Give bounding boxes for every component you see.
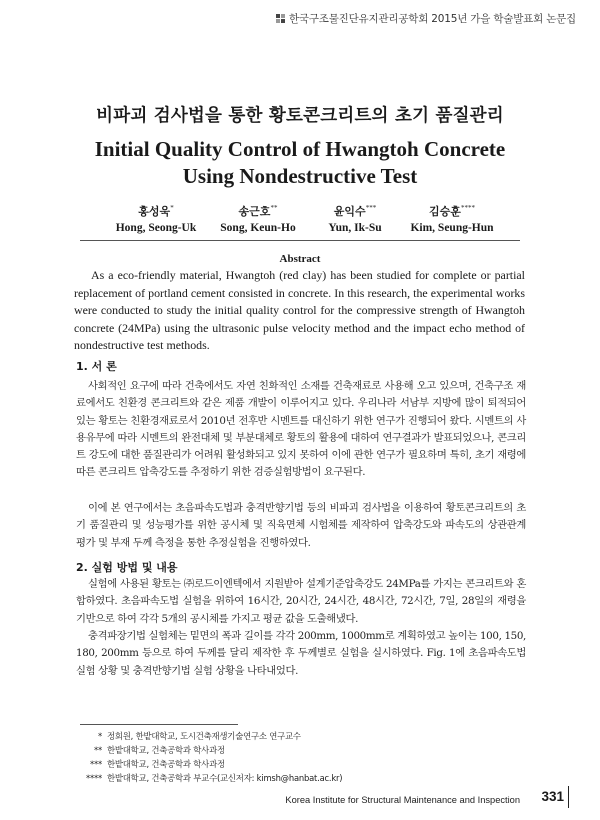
footnote-mark: ** [94, 745, 102, 755]
page-number-bar [568, 786, 569, 808]
abstract-divider [80, 240, 520, 241]
abstract-heading: Abstract [279, 253, 321, 265]
title-english [0, 136, 600, 190]
author-name-english: Kim, Seung-Hun [410, 221, 494, 234]
title-english-line-2: Using Nondestructive Test [182, 164, 418, 188]
footnote-text: 정회원, 한밭대학교, 도시건축재생기술연구소 연구교수 [107, 731, 301, 741]
journal-name: 한국구조물진단유지관리공학회 2015년 가을 학술발표회 논문집 [288, 13, 576, 25]
author-name-korean: 김승훈 [429, 204, 461, 218]
footnote-text: 한밭대학교, 건축공학과 부교수(교신저자: kimsh@hanbat.ac.kr) [107, 773, 343, 783]
title-korean: 비파괴 검사법을 통한 황토콘크리트의 초기 품질관리 [96, 106, 504, 126]
author-mark: **** [460, 204, 475, 212]
author [101, 200, 211, 236]
section-heading-introduction: 1. 서 론 [76, 360, 117, 373]
abstract-text: As a eco-friendly material, Hwangtoh (red clay) has been studied for complete or partial replacement of portland cement consisted in concrete. In this research, the experimental works were conducted to study the initial quality control for the compressive strength of Hwangtoh concrete (24MPa) using the ultrasonic pulse velocity method and the impact echo method of nondestructive test methods. [74, 268, 525, 353]
methods-paragraph-1: 실험에 사용된 황토는 ㈜로드이엔텍에서 지원받아 설계기준압축강도 24MPa를 가지는 콘크리트와 혼합하였다. 초음파속도법 실험을 위하여 16시간, 20시간, 24시간, 48시간, 72시간, 7일, 28일의 재령을 기반으로 하여 각각 5개의 공시체를 가지고 평균 값을 도출해냈다. [76, 578, 526, 625]
footnote-text: 한밭대학교, 건축공학과 학사과정 [107, 745, 225, 755]
methods-paragraph-2: 충격파장기법 실험체는 밑면의 폭과 길이를 각각 200mm, 1000mm로 계획하였고 높이는 100, 150, 180, 200mm 등으로 하여 두께를 달리 제작한 후 두께별로 실험을 실시하였다. Fig. 1에 초음파속도법 실험 상황 및 충격반향기법 실험 상황을 나타내었다. [76, 630, 526, 677]
footnote-mark: **** [86, 773, 102, 783]
footer-organization: Korea Institute for Structural Maintenance and Inspection [285, 795, 520, 805]
title-english-line-1: Initial Quality Control of Hwangtoh Concrete [94, 137, 506, 161]
author-name-english: Yun, Ik-Su [328, 221, 382, 234]
footnote [80, 758, 225, 770]
author-name-english: Hong, Seong-Uk [115, 221, 197, 234]
footnote-divider [80, 724, 238, 725]
footnote [80, 744, 225, 756]
author-name-english: Song, Keun-Ho [220, 221, 296, 234]
author-name-korean: 송근호 [238, 204, 271, 218]
author-list [0, 200, 600, 234]
journal-logo-icon [276, 14, 285, 23]
footnote [80, 772, 342, 784]
author [300, 200, 410, 236]
author [203, 200, 313, 236]
footnote-text: 한밭대학교, 건축공학과 학사과정 [107, 759, 225, 769]
footnote-mark: *** [90, 759, 102, 769]
author-name-korean: 홍성욱 [138, 204, 171, 218]
footnote [80, 730, 301, 742]
page-number: 331 [541, 789, 564, 804]
section-heading-methods: 2. 실험 방법 및 내용 [76, 561, 178, 574]
author-mark: *** [365, 204, 377, 212]
footnote-mark: * [98, 731, 102, 741]
running-header [276, 11, 576, 26]
author-mark: * [170, 204, 174, 212]
introduction-paragraph-2: 이에 본 연구에서는 초음파속도법과 충격반향기법 등의 비파괴 검사법을 이용하여 황토콘크리트의 초기 품질관리 및 성능평가를 위한 공시체 및 직육면체 시험체를 제작하여 압축강도와 파속도의 상관관계 평가 및 부재 두께 측정을 통한 추정실험을 진행하였다. [76, 502, 526, 549]
author-name-korean: 윤익수 [333, 204, 366, 218]
author [397, 200, 507, 236]
introduction-paragraph-1: 사회적인 요구에 따라 건축에서도 자연 친화적인 소재를 건축재료로 사용해 오고 있으며, 건축구조 재료에서도 친환경 콘크리트와 같은 제품 개발이 이루어지고 있다. 우리나라 서남부 지방에 많이 퇴적되어 있는 황토는 친환경재료로서 2010년 전후반 시멘트를 대신하기 위한 연구가 진행되어 왔다. 시멘트의 사용유무에 따라 시멘트의 완전대체 및 부분대체로 황토의 활용에 대하여 연구결과가 발표되었으나, 콘크리트 강도에 대한 품질관리가 어려워 활성화되고 있지 못하여 이에 관한 연구가 필요하며 특히, 초기 재령에 따른 콘크리트 압축강도를 추정하기 위한 검증실험방법이 요구된다. [76, 380, 526, 479]
author-mark: ** [270, 204, 278, 212]
